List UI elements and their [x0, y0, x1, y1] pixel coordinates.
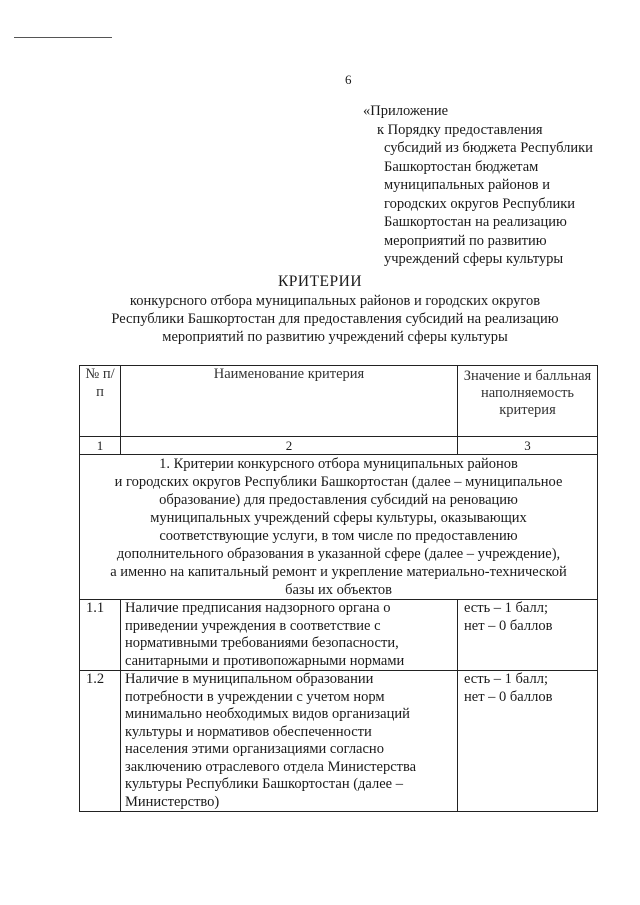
section-line: а именно на капитальный ремонт и укрепление материально-технической	[110, 564, 567, 580]
criterion-line: приведении учреждения в соответствие с	[125, 617, 381, 634]
document-subtitle	[70, 292, 600, 346]
row-criterion	[121, 671, 458, 812]
table-header-row	[80, 366, 598, 437]
section-line: и городских округов Республики Башкортостан (далее – муниципальное	[114, 474, 563, 490]
appendix-line: учреждений сферы культуры	[384, 251, 564, 267]
section-line: муниципальных учреждений сферы культуры, оказывающих	[150, 510, 527, 526]
section-line: базы их объектов	[285, 582, 392, 598]
section-heading-row	[80, 455, 598, 600]
criterion-line: потребности в учреждении с учетом норм	[125, 688, 385, 705]
score-line: нет – 0 баллов	[464, 617, 553, 634]
criterion-line: минимально необходимых видов организаций	[125, 706, 410, 722]
criterion-line: заключению отраслевого отдела Министерства	[125, 758, 417, 775]
appendix-line: субсидий из бюджета Республики	[384, 140, 593, 156]
header-number: № п/п	[80, 366, 121, 437]
row-number: 1.2	[80, 671, 121, 812]
criterion-line: Наличие в муниципальном образовании	[125, 671, 374, 687]
appendix-line: «Приложение	[363, 103, 449, 119]
score-line: нет – 0 баллов	[464, 688, 553, 705]
section-line: образование) для предоставления субсидий на реновацию	[159, 492, 518, 508]
appendix-line: городских округов Республики	[384, 195, 576, 212]
section-line: соответствующие услуги, в том числе по предоставлению	[159, 528, 518, 544]
row-score	[458, 600, 598, 671]
section-heading	[80, 455, 598, 600]
criterion-line: санитарными и противопожарными нормами	[125, 652, 405, 669]
section-line: дополнительного образования в указанной сфере (далее – учреждение),	[116, 546, 561, 562]
criterion-line: Наличие предписания надзорного органа о	[125, 600, 391, 616]
subtitle-line: мероприятий по развитию учреждений сферы культуры	[162, 329, 508, 345]
appendix-line: муниципальных районов и	[384, 177, 550, 193]
row-score	[458, 671, 598, 812]
score-line: есть – 1 балл;	[464, 671, 548, 687]
table-row	[80, 600, 598, 671]
criterion-line: культуры и нормативов обеспеченности	[125, 723, 372, 740]
appendix-header	[363, 102, 633, 269]
appendix-line: к Порядку предоставления	[377, 121, 543, 138]
criterion-line: культуры Республики Башкортостан (далее –	[125, 776, 403, 792]
row-criterion	[121, 600, 458, 671]
table-row	[80, 671, 598, 812]
column-number: 3	[458, 437, 598, 455]
row-number: 1.1	[80, 600, 121, 671]
appendix-line: Башкортостан на реализацию	[384, 214, 567, 230]
criterion-line: нормативными требованиями безопасности,	[125, 635, 399, 651]
page-number: 6	[345, 72, 352, 87]
subtitle-line: Республики Башкортостан для предоставления субсидий на реализацию	[111, 311, 559, 327]
column-number: 1	[80, 437, 121, 455]
appendix-line: мероприятий по развитию	[384, 232, 547, 249]
criteria-table	[79, 365, 598, 812]
header-criterion-name: Наименование критерия	[121, 366, 458, 437]
subtitle-line: конкурсного отбора муниципальных районов и городских округов	[129, 293, 541, 309]
appendix-line: Башкортостан бюджетам	[384, 158, 539, 175]
header-criterion-value: Значение и балльная наполняемость критерия	[458, 366, 598, 437]
column-numbers-row	[80, 437, 598, 455]
criterion-line: населения этими организациями согласно	[125, 741, 384, 757]
score-line: есть – 1 балл;	[464, 600, 548, 616]
criterion-line: Министерство)	[125, 793, 220, 810]
document-title: КРИТЕРИИ	[277, 273, 363, 290]
column-number: 2	[121, 437, 458, 455]
scan-line-mark	[14, 37, 112, 38]
section-line: 1. Критерии конкурсного отбора муниципальных районов	[159, 456, 518, 472]
